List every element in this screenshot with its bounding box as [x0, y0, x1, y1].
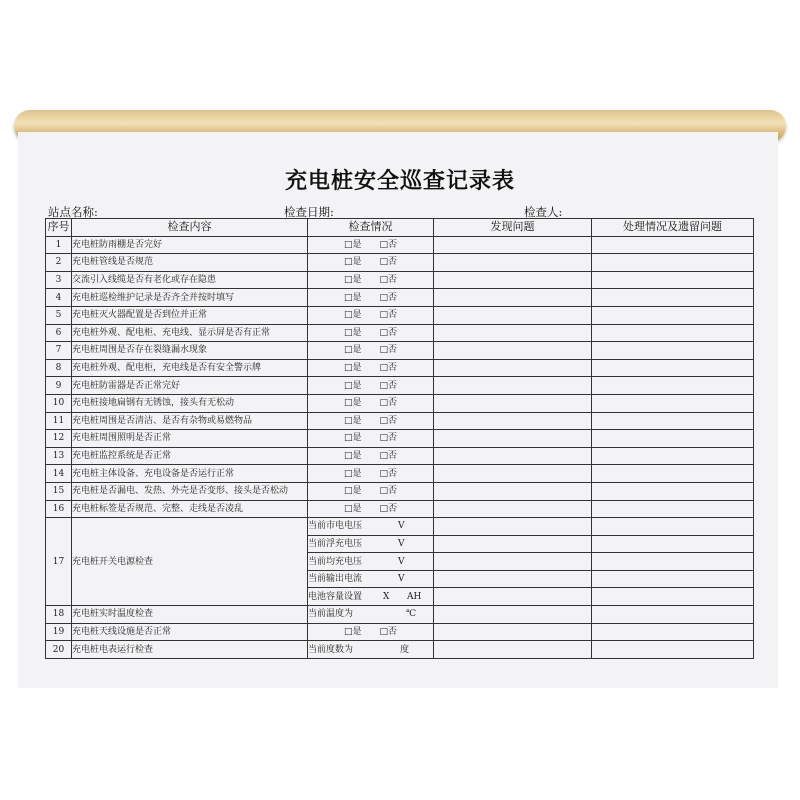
no-checkbox[interactable]: □否	[379, 275, 398, 286]
inspection-date-label: 检查日期:	[284, 205, 334, 219]
station-name-label: 站点名称:	[48, 205, 98, 219]
handling-cell[interactable]	[592, 359, 754, 377]
row-number: 3	[46, 271, 72, 289]
status-options	[308, 306, 434, 324]
inspection-table	[45, 218, 754, 659]
check-item: 充电桩外观、配电柜、充电线、显示屏是否有正常	[72, 324, 308, 342]
yes-checkbox[interactable]: □是	[343, 468, 362, 479]
row-number: 5	[46, 306, 72, 324]
yes-checkbox[interactable]: □是	[343, 275, 362, 286]
table-row	[46, 623, 754, 641]
status-options	[308, 412, 434, 430]
check-item: 充电桩管线是否规范	[72, 254, 308, 272]
issues-cell[interactable]	[434, 324, 592, 342]
no-checkbox[interactable]: □否	[379, 292, 398, 303]
row-number: 17	[46, 518, 72, 606]
check-item: 充电桩外观、配电柜，充电线是否有安全警示牌	[72, 359, 308, 377]
table-row	[46, 289, 754, 307]
no-checkbox[interactable]: □否	[379, 468, 398, 479]
status-options	[308, 236, 434, 254]
measure-field[interactable]	[308, 606, 434, 624]
check-item: 充电桩防雨棚是否完好	[72, 236, 308, 254]
status-options	[308, 430, 434, 448]
handling-cell[interactable]	[592, 535, 754, 553]
yes-checkbox[interactable]: □是	[343, 327, 362, 338]
no-checkbox[interactable]: □否	[379, 310, 398, 321]
status-options	[308, 500, 434, 518]
table-row	[46, 236, 754, 254]
row-number: 16	[46, 500, 72, 518]
handling-cell[interactable]	[592, 588, 754, 606]
table-header-row	[46, 219, 754, 237]
row-number: 9	[46, 377, 72, 395]
check-item: 充电桩周围是否存在裂缝漏水现象	[72, 342, 308, 360]
issues-cell[interactable]	[434, 535, 592, 553]
no-checkbox[interactable]: □否	[379, 380, 398, 391]
no-checkbox[interactable]: □否	[379, 503, 398, 514]
row-number: 14	[46, 465, 72, 483]
measure-unit: ℃	[406, 609, 417, 620]
row-number: 20	[46, 641, 72, 659]
table-row	[46, 377, 754, 395]
status-options	[308, 254, 434, 272]
row-number: 1	[46, 236, 72, 254]
check-item: 充电桩是否漏电、发热、外壳是否变形、接头是否松动	[72, 482, 308, 500]
column-header-handling: 处理情况及遗留问题	[592, 219, 754, 237]
issues-cell[interactable]	[434, 570, 592, 588]
column-header-status: 检查情况	[308, 219, 434, 237]
issues-cell[interactable]	[434, 306, 592, 324]
table-row	[46, 606, 754, 624]
status-options	[308, 447, 434, 465]
no-checkbox[interactable]: □否	[379, 363, 398, 374]
yes-checkbox[interactable]: □是	[343, 292, 362, 303]
yes-checkbox[interactable]: □是	[343, 239, 362, 250]
issues-cell[interactable]	[434, 482, 592, 500]
check-item: 充电桩开关电源检查	[72, 518, 308, 606]
status-options	[308, 482, 434, 500]
table-row	[46, 324, 754, 342]
row-number: 19	[46, 623, 72, 641]
issues-cell[interactable]	[434, 289, 592, 307]
handling-cell[interactable]	[592, 289, 754, 307]
issues-cell[interactable]	[434, 377, 592, 395]
check-item: 充电桩灭火器配置是否到位并正常	[72, 306, 308, 324]
handling-cell[interactable]	[592, 254, 754, 272]
status-options	[308, 324, 434, 342]
handling-cell[interactable]	[592, 606, 754, 624]
row-number: 15	[46, 482, 72, 500]
yes-checkbox[interactable]: □是	[343, 433, 362, 444]
table-row	[46, 394, 754, 412]
table-row	[46, 500, 754, 518]
row-number: 6	[46, 324, 72, 342]
inspector-label: 检查人:	[524, 205, 563, 219]
check-item: 充电桩巡检维护记录是否齐全并按时填写	[72, 289, 308, 307]
status-options	[308, 465, 434, 483]
table-row	[46, 518, 754, 536]
yes-checkbox[interactable]: □是	[343, 310, 362, 321]
measure-field[interactable]	[308, 518, 434, 536]
check-item: 充电桩防雷器是否正常完好	[72, 377, 308, 395]
column-header-content: 检查内容	[72, 219, 308, 237]
measure-unit: 度	[400, 644, 410, 655]
status-options	[308, 271, 434, 289]
status-options	[308, 377, 434, 395]
handling-cell[interactable]	[592, 447, 754, 465]
check-item: 充电桩周围是否清洁、是否有杂物或易燃物品	[72, 412, 308, 430]
handling-cell[interactable]	[592, 570, 754, 588]
issues-cell[interactable]	[434, 606, 592, 624]
issues-cell[interactable]	[434, 412, 592, 430]
handling-cell[interactable]	[592, 236, 754, 254]
status-options	[308, 359, 434, 377]
check-item: 充电桩电表运行检查	[72, 641, 308, 659]
row-number: 10	[46, 394, 72, 412]
issues-cell[interactable]	[434, 553, 592, 571]
handling-cell[interactable]	[592, 465, 754, 483]
measure-label: 电池容量设置	[308, 591, 363, 602]
check-item: 充电桩标签是否规范、完整、走线是否凌乱	[72, 500, 308, 518]
handling-cell[interactable]	[592, 518, 754, 536]
table-row	[46, 447, 754, 465]
handling-cell[interactable]	[592, 482, 754, 500]
measure-unit: V	[398, 521, 405, 532]
issues-cell[interactable]	[434, 271, 592, 289]
no-checkbox[interactable]: □否	[379, 451, 398, 462]
yes-checkbox[interactable]: □是	[343, 626, 362, 637]
measure-field[interactable]	[308, 553, 434, 571]
handling-cell[interactable]	[592, 430, 754, 448]
table-row	[46, 412, 754, 430]
measure-unit: X	[383, 591, 390, 602]
no-checkbox[interactable]: □否	[379, 486, 398, 497]
check-item: 充电桩主体设备、充电设备是否运行正常	[72, 465, 308, 483]
table-row	[46, 641, 754, 659]
table-row	[46, 254, 754, 272]
check-item: 交流引入线缆是否有老化或存在隐患	[72, 271, 308, 289]
row-number: 13	[46, 447, 72, 465]
yes-checkbox[interactable]: □是	[343, 398, 362, 409]
issues-cell[interactable]	[434, 465, 592, 483]
measure-label: 当前市电电压	[308, 521, 363, 532]
no-checkbox[interactable]: □否	[379, 345, 398, 356]
check-item: 充电桩监控系统是否正常	[72, 447, 308, 465]
check-item: 充电桩接地扁钢有无锈蚀，接头有无松动	[72, 394, 308, 412]
row-number: 12	[46, 430, 72, 448]
measure-label: 当前度数为	[308, 644, 354, 655]
no-checkbox[interactable]: □否	[379, 257, 398, 268]
table-row	[46, 465, 754, 483]
measure-field[interactable]	[308, 535, 434, 553]
table-row	[46, 342, 754, 360]
issues-cell[interactable]	[434, 342, 592, 360]
handling-cell[interactable]	[592, 623, 754, 641]
no-checkbox[interactable]: □否	[379, 239, 398, 250]
yes-checkbox[interactable]: □是	[343, 486, 362, 497]
measure-unit-secondary: AH	[407, 591, 422, 602]
issues-cell[interactable]	[434, 359, 592, 377]
issues-cell[interactable]	[434, 394, 592, 412]
no-checkbox[interactable]: □否	[379, 415, 398, 426]
page-title: 充电桩安全巡查记录表	[284, 168, 515, 194]
issues-cell[interactable]	[434, 500, 592, 518]
row-number: 8	[46, 359, 72, 377]
issues-cell[interactable]	[434, 623, 592, 641]
row-number: 11	[46, 412, 72, 430]
check-item: 充电桩实时温度检查	[72, 606, 308, 624]
yes-checkbox[interactable]: □是	[343, 363, 362, 374]
issues-cell[interactable]	[434, 447, 592, 465]
measure-label: 当前输出电流	[308, 574, 363, 585]
check-item: 充电桩天线设施是否正常	[72, 623, 308, 641]
measure-label: 当前温度为	[308, 609, 354, 620]
no-checkbox[interactable]: □否	[379, 327, 398, 338]
issues-cell[interactable]	[434, 588, 592, 606]
handling-cell[interactable]	[592, 306, 754, 324]
table-row	[46, 306, 754, 324]
handling-cell[interactable]	[592, 553, 754, 571]
handling-cell[interactable]	[592, 641, 754, 659]
no-checkbox[interactable]: □否	[379, 626, 398, 637]
handling-cell[interactable]	[592, 500, 754, 518]
yes-checkbox[interactable]: □是	[343, 503, 362, 514]
status-options	[308, 623, 434, 641]
row-number: 4	[46, 289, 72, 307]
yes-checkbox[interactable]: □是	[343, 257, 362, 268]
yes-checkbox[interactable]: □是	[343, 380, 362, 391]
measure-field[interactable]	[308, 570, 434, 588]
handling-cell[interactable]	[592, 271, 754, 289]
row-number: 7	[46, 342, 72, 360]
status-options	[308, 342, 434, 360]
measure-field[interactable]	[308, 641, 434, 659]
check-item: 充电桩周围照明是否正常	[72, 430, 308, 448]
yes-checkbox[interactable]: □是	[343, 415, 362, 426]
table-row	[46, 271, 754, 289]
issues-cell[interactable]	[434, 254, 592, 272]
row-number: 18	[46, 606, 72, 624]
measure-unit: V	[398, 556, 405, 567]
column-header-seq: 序号	[46, 219, 72, 237]
handling-cell[interactable]	[592, 324, 754, 342]
issues-cell[interactable]	[434, 641, 592, 659]
measure-unit: V	[398, 574, 405, 585]
issues-cell[interactable]	[434, 518, 592, 536]
yes-checkbox[interactable]: □是	[343, 451, 362, 462]
table-row	[46, 482, 754, 500]
handling-cell[interactable]	[592, 377, 754, 395]
status-options	[308, 394, 434, 412]
handling-cell[interactable]	[592, 394, 754, 412]
table-row	[46, 359, 754, 377]
no-checkbox[interactable]: □否	[379, 433, 398, 444]
issues-cell[interactable]	[434, 430, 592, 448]
measure-label: 当前浮充电压	[308, 538, 363, 549]
measure-label: 当前均充电压	[308, 556, 363, 567]
issues-cell[interactable]	[434, 236, 592, 254]
row-number: 2	[46, 254, 72, 272]
column-header-issues: 发现问题	[434, 219, 592, 237]
table-row	[46, 430, 754, 448]
handling-cell[interactable]	[592, 412, 754, 430]
status-options	[308, 289, 434, 307]
handling-cell[interactable]	[592, 342, 754, 360]
no-checkbox[interactable]: □否	[379, 398, 398, 409]
yes-checkbox[interactable]: □是	[343, 345, 362, 356]
measure-unit: V	[398, 538, 405, 549]
measure-field[interactable]	[308, 588, 434, 606]
